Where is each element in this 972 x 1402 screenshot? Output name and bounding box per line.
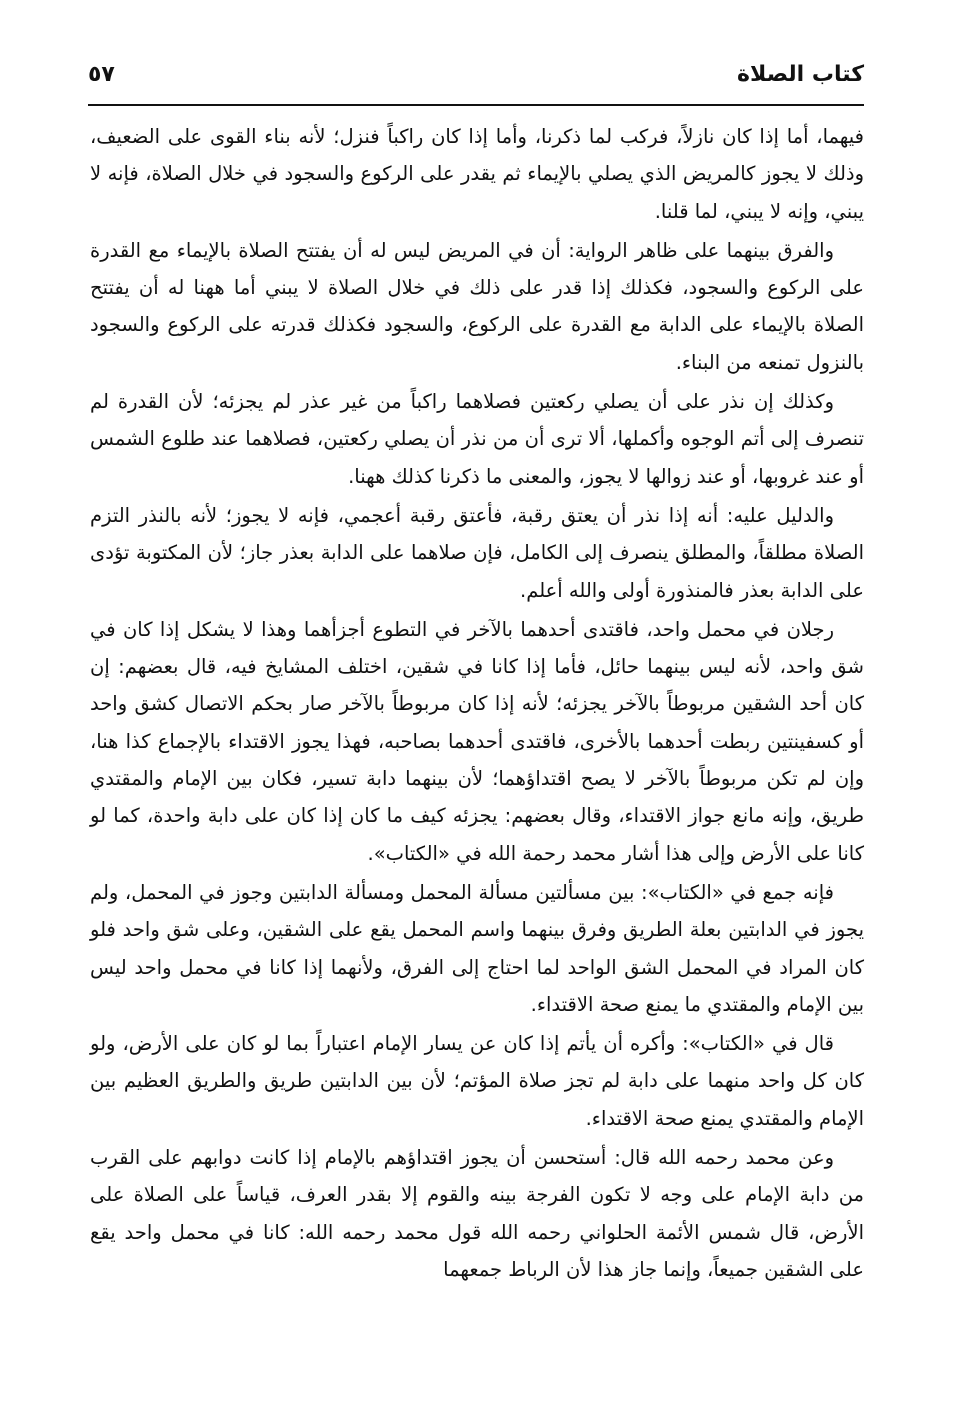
body-text: [90, 118, 864, 1290]
paragraph: فإنه جمع في «الكتاب»: بين مسألتين مسألة المحمل ومسألة الدابتين وجوز في المحمل، ولم يجوز في الدابتين بعلة الطريق وفرق بينهما واسم المحمل يقع على الشقين، وعلى شق واحد فلو كان المراد في المحمل الشق الواحد لما احتاج إلى الفرق، ولأنهما إذا كانا في محمل واحد ليس بين الإمام والمقتدي ما يمنع صحة الاقتداء.: [90, 880, 864, 1016]
paragraph: فيهما، أما إذا كان نازلاً، فركب لما ذكرنا، وأما إذا كان راكباً فنزل؛ لأنه بناء القوى على الضعيف، وذلك لا يجوز كالمريض الذي يصلي بالإيماء ثم يقدر على الركوع والسجود في خلال الصلاة، فإنه لا يبني، وإنه لا يبني، لما قلنا.: [90, 125, 864, 223]
paragraph: وكذلك إن نذر على أن يصلي ركعتين فصلاهما راكباً من غير عذر لم يجزئه؛ لأن القدرة لم تنصرف إلى أتم الوجوه وأكملها، ألا ترى أن من نذر أن يصلي ركعتين، فصلاهما عند طلوع الشمس أو عند غروبها، أو عند زوالها لا يجوز، والمعنى ما ذكرنا كذلك ههنا.: [90, 390, 864, 488]
paragraph: وعن محمد رحمه الله قال: أستحسن أن يجوز اقتداؤهم بالإمام إذا كانت دوابهم على القرب من دابة الإمام على وجه لا تكون الفرجة بينه والقوم إلا بقدر العرف، قياساً على الصلاة على الأرض، قال شمس الأئمة الحلواني رحمه الله قول محمد رحمه الله: كانا في محمل واحد يقع على الشقين جميعاً، وإنما جاز هذا لأن الرباط جمعهما: [90, 1146, 864, 1281]
chapter-title: كتاب الصلاة: [737, 62, 864, 87]
page-number: ٥٧: [88, 62, 115, 87]
header-divider: [88, 104, 864, 106]
paragraph: والدليل عليه: أنه إذا نذر أن يعتق رقبة، فأعتق رقبة أعجمي، فإنه لا يجوز؛ لأنه بالنذر التزم الصلاة مطلقاً، والمطلق ينصرف إلى الكامل، فإن صلاهما على الدابة بعذر جاز؛ لأن المكتوبة تؤدى على الدابة بعذر فالمنذورة أولى والله أعلم.: [90, 503, 864, 602]
paragraph: والفرق بينهما على ظاهر الرواية: أن في المريض ليس له أن يفتتح الصلاة بالإيماء مع القدرة على الركوع والسجود، فكذلك إذا قدر على ذلك في خلال الصلاة لا يبني أما ههنا له أن يفتتح الصلاة بالإيماء على الدابة مع القدرة على الركوع، والسجود فكذلك قدرته على الركوع والسجود بالنزول تمنعه من البناء.: [90, 238, 864, 374]
paragraph: رجلان في محمل واحد، فاقتدى أحدهما بالآخر في التطوع أجزأهما وهذا لا يشكل إذا كان في شق واحد، لأنه ليس بينهما حائل، فأما إذا كانا في شقين، اختلف المشايخ فيه، قال بعضهم: إن كان أحد الشقين مربوطاً بالآخر يجزئه؛ لأنه إذا كان مربوطاً بالآخر صار بحكم الاتصال كشق واحد أو كسفينتين ربطت أحدهما بالأخرى، فاقتدى أحدهما بصاحبه، فهذا يجوز الاقتداء بالإجماع كذا هنا، وإن لم تكن مربوطاً بالآخر لا يصح اقتداؤهما؛ لأن بينهما دابة تسير، فكان بين الإمام والمقتدي طريق، وإنه مانع جواز الاقتداء، وقال بعضهم: يجزئه كيف ما كان إذا كان على دابة واحدة، كما لو كانا على الأرض وإلى هذا أشار محمد رحمة الله في «الكتاب».: [90, 617, 864, 865]
paragraph: قال في «الكتاب»: وأكره أن يأتم إذا كان عن يسار الإمام اعتباراً بما لو كان على الأرض، ولو كان كل واحد منهما على دابة لم تجز صلاة المؤتم؛ لأن بين الدابتين طريق والطريق العظيم بين الإمام والمقتدي يمنع صحة الاقتداء.: [90, 1032, 864, 1130]
running-header: [88, 58, 864, 98]
